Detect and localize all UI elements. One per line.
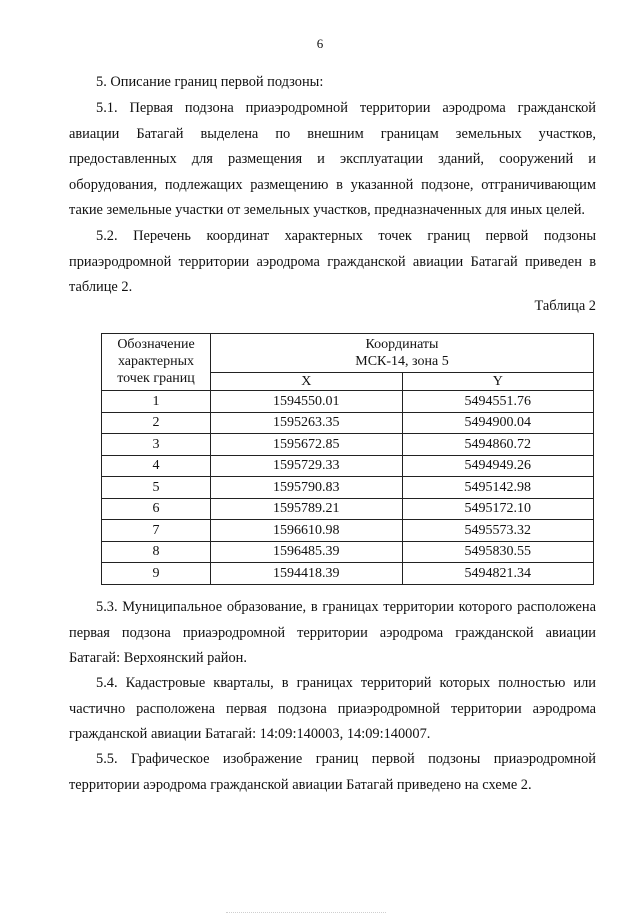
section-title-text: 5. Описание границ первой подзоны: <box>96 74 324 90</box>
table-row <box>102 455 594 477</box>
point-label-header <box>102 334 211 391</box>
y-coordinate-cell: 5494949.26 <box>402 455 594 477</box>
x-coordinate-cell: 1596610.98 <box>211 520 403 542</box>
point-number-cell: 5 <box>102 477 211 499</box>
y-coordinate-cell: 5495573.32 <box>402 520 594 542</box>
y-coordinate-cell: 5494900.04 <box>402 412 594 434</box>
table-row <box>102 498 594 520</box>
paragraph-5-3 <box>69 595 596 672</box>
x-coordinate-cell: 1595263.35 <box>211 412 403 434</box>
point-label-header-line: Обозначение <box>117 337 195 352</box>
paragraph-5-1-text: 5.1. Первая подзона приаэродромной территории аэродрома гражданской авиации Батагай выделена по внешним границам земельных участков, предоставленных для размещения и эксплуатации зданий, сооружений и оборудования, подлежащих размещению в указанной подзоне, отграничивающим такие земельные участки от земельных участков, предназначенных для иных целей. <box>69 100 596 218</box>
axis-y-header: Y <box>402 373 594 391</box>
y-coordinate-cell: 5495142.98 <box>402 477 594 499</box>
paragraph-5-4 <box>69 671 596 748</box>
paragraph-5-4-text: 5.4. Кадастровые кварталы, в границах территорий которых полностью или частично расположена первая подзона приаэродромной территории аэродрома гражданской авиации Батагай: 14:09:140003, 14:09:140007. <box>69 675 596 742</box>
x-coordinate-cell: 1595729.33 <box>211 455 403 477</box>
table-row <box>102 391 594 413</box>
x-coordinate-cell: 1595789.21 <box>211 498 403 520</box>
y-coordinate-cell: 5495830.55 <box>402 541 594 563</box>
point-number-cell: 6 <box>102 498 211 520</box>
y-coordinate-cell: 5494821.34 <box>402 563 594 585</box>
coordinates-header-line: МСК-14, зона 5 <box>355 354 449 369</box>
paragraph-5-2-text: 5.2. Перечень координат характерных точек границ первой подзоны приаэродромной территории аэродрома гражданской авиации Батагай приведен в таблице 2. <box>69 228 596 295</box>
table-row <box>102 541 594 563</box>
paragraph-5-5 <box>69 747 596 798</box>
y-coordinate-cell: 5495172.10 <box>402 498 594 520</box>
x-coordinate-cell: 1595672.85 <box>211 434 403 456</box>
point-number-cell: 2 <box>102 412 211 434</box>
scan-edge-mark <box>226 912 386 917</box>
point-label-header-line: характерных <box>117 354 195 369</box>
table-row <box>102 477 594 499</box>
paragraph-5-5-text: 5.5. Графическое изображение границ первой подзоны приаэродромной территории аэродрома гражданской авиации Батагай приведено на схеме 2. <box>69 751 596 793</box>
table-row <box>102 520 594 542</box>
x-coordinate-cell: 1594418.39 <box>211 563 403 585</box>
coordinates-header-line: Координаты <box>365 337 439 352</box>
paragraph-5-3-text: 5.3. Муниципальное образование, в границах территории которого расположена первая подзона приаэродромной территории аэродрома гражданской авиации Батагай: Верхоянский район. <box>69 599 596 666</box>
point-number-cell: 3 <box>102 434 211 456</box>
paragraph-5-1 <box>69 96 596 224</box>
paragraph-5-2 <box>69 224 596 301</box>
point-label-header-line: точек границ <box>117 371 195 386</box>
section-title <box>69 70 596 96</box>
point-number-cell: 1 <box>102 391 211 413</box>
point-number-cell: 9 <box>102 563 211 585</box>
y-coordinate-cell: 5494860.72 <box>402 434 594 456</box>
table-row <box>102 563 594 585</box>
x-coordinate-cell: 1594550.01 <box>211 391 403 413</box>
axis-x-header: X <box>211 373 403 391</box>
x-coordinate-cell: 1596485.39 <box>211 541 403 563</box>
coordinates-header <box>211 334 594 373</box>
table-row <box>102 434 594 456</box>
point-number-cell: 8 <box>102 541 211 563</box>
y-coordinate-cell: 5494551.76 <box>402 391 594 413</box>
point-number-cell: 4 <box>102 455 211 477</box>
x-coordinate-cell: 1595790.83 <box>211 477 403 499</box>
table-header-row <box>102 334 594 373</box>
page-number: 6 <box>316 36 324 51</box>
coordinates-table <box>101 333 594 585</box>
point-number-cell: 7 <box>102 520 211 542</box>
table-caption: Таблица 2 <box>534 298 596 314</box>
table-row <box>102 412 594 434</box>
